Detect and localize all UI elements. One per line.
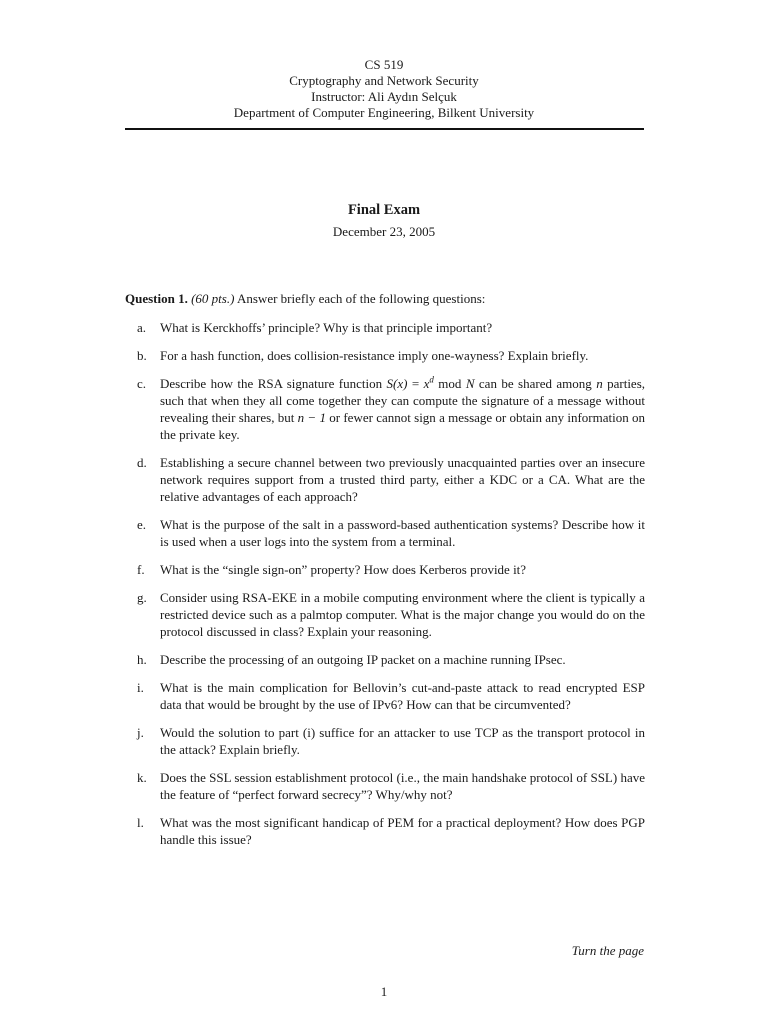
item-text: What is the “single sign-on” property? How does Kerberos provide it? <box>160 562 527 577</box>
exam-title: Final Exam <box>347 202 421 218</box>
item-text-part: Describe how the RSA signature function <box>160 376 383 391</box>
item-letter: j. <box>137 725 144 740</box>
list-item <box>137 651 645 668</box>
page-number: 1 <box>380 984 388 999</box>
instructor-line: Instructor: Ali Aydın Selçuk <box>311 89 457 104</box>
item-text-math <box>160 375 645 443</box>
math-equals: = <box>407 376 424 391</box>
item-letter: c. <box>137 376 147 391</box>
question-instruction: Answer briefly each of the following questions: <box>236 291 486 306</box>
math-x: x <box>423 376 430 391</box>
math-N: N <box>465 376 475 391</box>
math-n-minus-1: n − 1 <box>297 410 326 425</box>
item-letter: f. <box>137 562 145 577</box>
turn-page-note: Turn the page <box>571 943 644 958</box>
list-item <box>137 319 645 336</box>
list-item <box>137 375 645 443</box>
list-item <box>137 769 645 803</box>
item-letter: i. <box>137 680 144 695</box>
question-points: (60 pts.) <box>191 291 235 306</box>
item-text: For a hash function, does collision-resistance imply one-wayness? Explain briefly. <box>160 348 589 363</box>
item-text: Establishing a secure channel between two previously unacquainted parties over an insecure network requires support from a trusted third party, either a KDC or a CA. What are the relative advantages of each approach? <box>160 455 645 504</box>
item-letter: h. <box>137 652 147 667</box>
item-text-part: can be shared among <box>478 376 592 391</box>
item-letter: l. <box>137 815 144 830</box>
document-header <box>0 57 768 121</box>
item-letter: g. <box>137 590 147 605</box>
question-label: Question 1. <box>125 291 188 306</box>
list-item <box>137 347 645 364</box>
list-item <box>137 516 645 550</box>
item-text: Consider using RSA-EKE in a mobile computing environment where the client is typically a restricted device such as a palmtop computer. What is the major change you would do on the protocol discussed in class? Explain your reasoning. <box>160 590 645 639</box>
header-divider <box>125 128 644 130</box>
list-item <box>137 814 645 848</box>
math-sx: S(x) <box>386 376 408 391</box>
math-exponent: d <box>429 374 434 385</box>
item-text: What was the most significant handicap of PEM for a practical deployment? How does PGP handle this issue? <box>160 815 645 847</box>
list-item <box>137 589 645 640</box>
item-letter: k. <box>137 770 147 785</box>
item-text: What is the main complication for Bellovin’s cut-and-paste attack to read encrypted ESP data that would be brought by the use of IPv6? How can that be circumvented? <box>160 680 645 712</box>
item-text: Does the SSL session establishment protocol (i.e., the main handshake protocol of SSL) have the feature of “perfect forward secrecy”? Why/why not? <box>160 770 645 802</box>
item-letter: d. <box>137 455 147 470</box>
list-item <box>137 454 645 505</box>
exam-date: December 23, 2005 <box>332 224 436 239</box>
course-title: Cryptography and Network Security <box>289 73 479 88</box>
item-text-part: or fewer cannot sign a message or obtain any information on the private key. <box>160 410 645 442</box>
list-item <box>137 724 645 758</box>
item-text: Describe the processing of an outgoing IP packet on a machine running IPsec. <box>160 652 566 667</box>
item-text-part: parties, such that when they all come together they can compute the signature of a message without revealing their shares, but <box>160 376 646 425</box>
item-text: What is Kerckhoffs’ principle? Why is that principle important? <box>160 320 493 335</box>
question-heading <box>125 290 645 307</box>
item-letter: a. <box>137 320 147 335</box>
course-code: CS 519 <box>364 57 404 72</box>
math-n: n <box>596 376 603 391</box>
item-text: What is the purpose of the salt in a password-based authentication systems? Describe how it is used when a user logs into the system from a terminal. <box>160 517 645 549</box>
item-letter: b. <box>137 348 147 363</box>
question-items <box>137 319 645 859</box>
math-mod: mod <box>433 376 466 391</box>
item-letter: e. <box>137 517 147 532</box>
list-item <box>137 561 645 578</box>
list-item <box>137 679 645 713</box>
department-line: Department of Computer Engineering, Bilkent University <box>233 105 535 120</box>
item-text: Would the solution to part (i) suffice for an attacker to use TCP as the transport protocol in the attack? Explain briefly. <box>160 725 645 757</box>
